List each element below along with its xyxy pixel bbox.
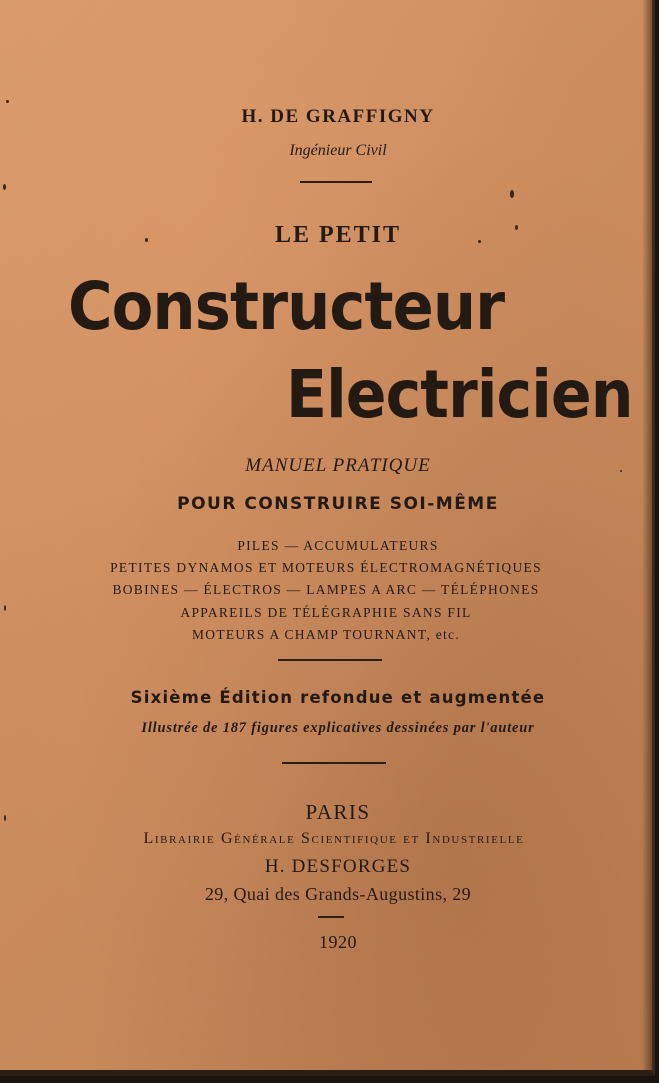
book-title-line-1: Constructeur	[68, 268, 505, 345]
paper-speck	[510, 190, 514, 198]
publisher-imprint: H. DESFORGES	[264, 856, 412, 877]
paper-speck	[478, 240, 481, 243]
divider-rule	[278, 659, 382, 661]
cover-edge-shadow	[642, 0, 652, 1070]
paper-speck	[145, 238, 148, 242]
publisher-name: Librairie Générale Scientifique et Industrielle	[143, 830, 525, 847]
paper-speck	[4, 815, 6, 821]
contents-line: MOTEURS A CHAMP TOURNANT, etc.	[191, 627, 461, 642]
book-subtitle-2: POUR CONSTRUIRE SOI-MÊME	[177, 494, 499, 514]
book-title-line-2: Electricien	[286, 356, 633, 433]
paper-speck	[620, 470, 622, 472]
paper-speck	[4, 605, 6, 611]
paper-speck	[3, 184, 6, 190]
divider-rule	[318, 916, 344, 918]
edition-label: Sixième Édition refondue et augmentée	[130, 688, 546, 707]
publisher-city: PARIS	[305, 800, 371, 824]
contents-line: PETITES DYNAMOS ET MOTEURS ÉLECTROMAGNÉTIQUES	[110, 560, 542, 575]
publisher-address: 29, Quai des Grands-Augustins, 29	[204, 884, 472, 904]
contents-line: PILES — ACCUMULATEURS	[237, 538, 439, 553]
paper-speck	[6, 100, 9, 103]
publication-year: 1920	[319, 932, 357, 952]
contents-line: APPAREILS DE TÉLÉGRAPHIE SANS FIL	[180, 605, 472, 620]
author-title: Ingénieur Civil	[289, 142, 387, 159]
book-subtitle: MANUEL PRATIQUE	[245, 455, 431, 476]
divider-rule	[282, 762, 386, 764]
book-pretitle: LE PETIT	[274, 222, 402, 248]
divider-rule	[300, 181, 372, 183]
illustrations-note: Illustrée de 187 figures explicatives dessinées par l'auteur	[141, 720, 535, 736]
paper-speck	[515, 225, 518, 230]
contents-line: BOBINES — ÉLECTROS — LAMPES A ARC — TÉLÉPHONES	[112, 582, 540, 597]
author-name: H. DE GRAFFIGNY	[241, 106, 435, 127]
